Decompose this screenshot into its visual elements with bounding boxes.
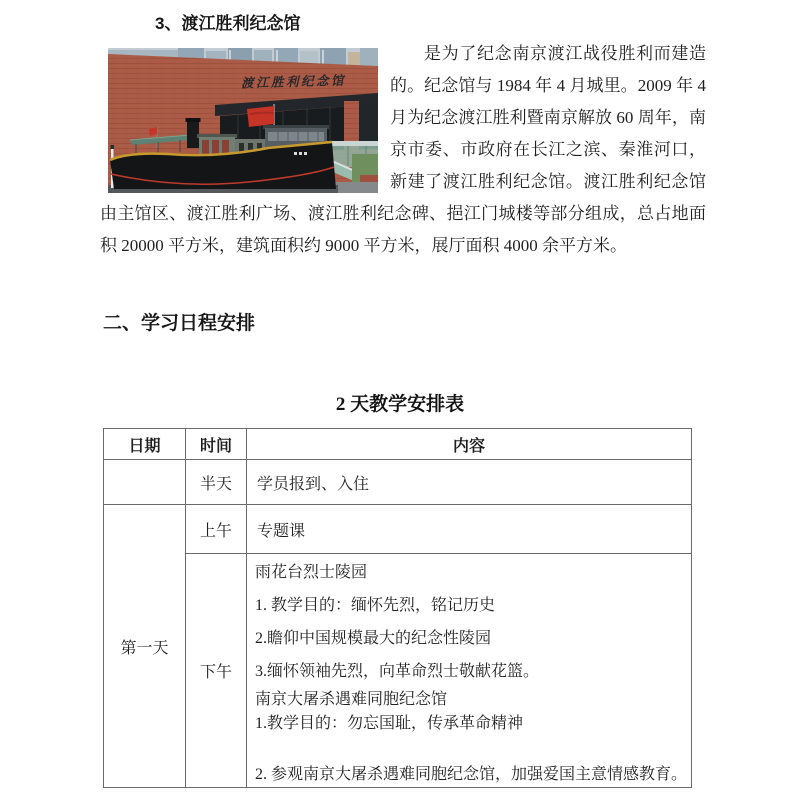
col-header-time: 时间 (186, 429, 247, 460)
cell-date-day1: 第一天 (104, 505, 186, 788)
content-line: 2. 参观南京大屠杀遇难同胞纪念馆，加强爱国主意情感教育。 (255, 766, 688, 783)
intro-paragraph-text: 是为了纪念南京渡江战役胜利而建造的。纪念馆与 1984 年 4 月城里。2009 年 4 月为纪念渡江胜利暨南京解放 60 周年，南京市委、市政府在长江之滨、秦淮河口，新建了渡江胜利纪念馆。渡江胜利纪念馆由主馆区、渡江胜利广场、渡江胜利纪念碑、挹江门城楼等部分组成，总占地面积 20000 平方米，建筑面积约 9000 平方米，展厅面积 4000 余平方米。 (100, 44, 706, 255)
memorial-photo (108, 48, 378, 193)
table-header-row (104, 429, 692, 460)
table-row (104, 554, 692, 788)
content-line: 2.瞻仰中国规模最大的纪念性陵园 (255, 630, 492, 647)
subsection-heading: 3、渡江胜利纪念馆 (155, 14, 301, 33)
table-row (104, 505, 692, 554)
cell-content: 学员报到、入住 (247, 460, 692, 505)
content-line: 雨花台烈士陵园 (255, 564, 368, 581)
content-line: 1.教学目的：勿忘国耻，传承革命精神 (255, 715, 524, 732)
content-line: 3.缅怀领袖先烈，向革命烈士敬献花篮。 (255, 663, 540, 680)
cell-time: 上午 (186, 505, 247, 554)
cell-content-afternoon (247, 554, 692, 788)
content-line: 1. 教学目的：缅怀先烈，铭记历史 (255, 597, 496, 614)
table-row (104, 460, 692, 505)
content-line: 南京大屠杀遇难同胞纪念馆 (255, 691, 448, 708)
schedule-table (103, 428, 692, 788)
cell-time: 下午 (186, 554, 247, 788)
intro-paragraph-block (100, 38, 706, 262)
section-heading: 二、学习日程安排 (103, 313, 256, 334)
cell-content: 专题课 (247, 505, 692, 554)
col-header-content: 内容 (247, 429, 692, 460)
afternoon-lines (255, 556, 687, 787)
cell-time: 半天 (186, 460, 247, 505)
col-header-date: 日期 (104, 429, 186, 460)
photo-building-sign: 渡江胜利纪念馆 (240, 73, 347, 91)
cell-date-empty (104, 460, 186, 505)
schedule-table-title: 2 天教学安排表 (335, 394, 465, 415)
